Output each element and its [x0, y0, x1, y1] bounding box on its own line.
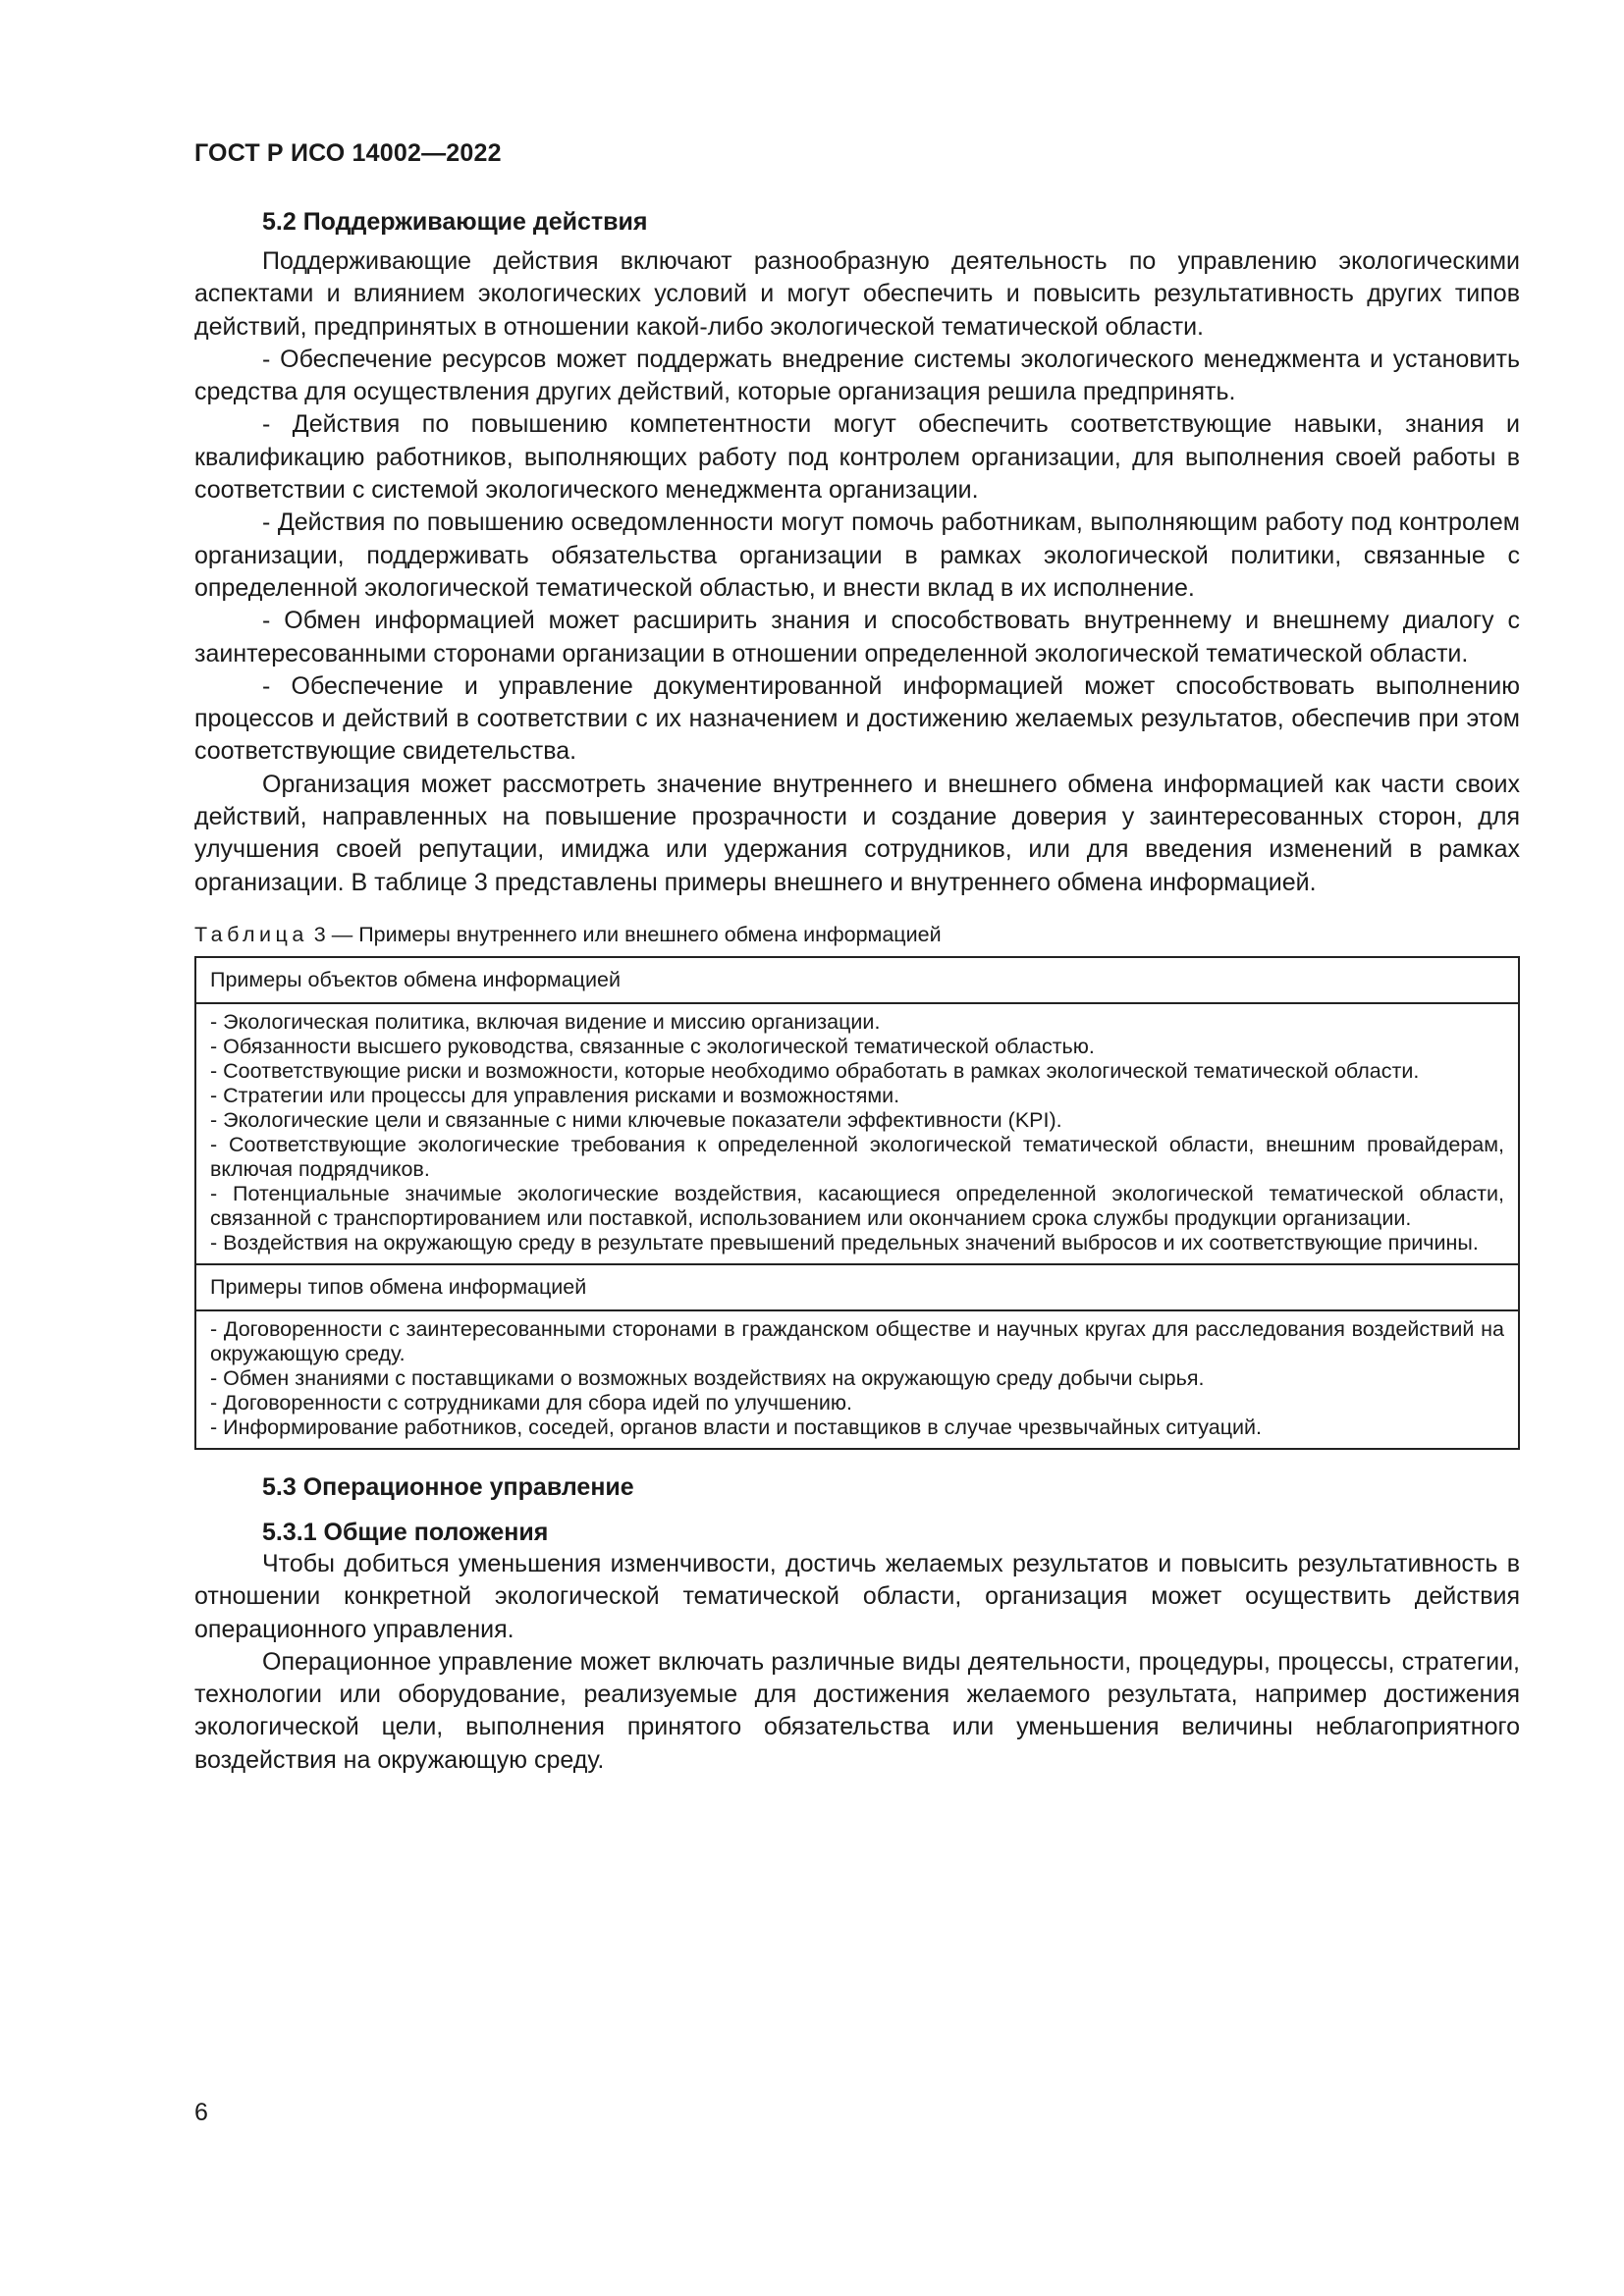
- paragraph: Организация может рассмотреть значение внутреннего и внешнего обмена информацией как части своих действий, направленных на повышение прозрачности и создание доверия у заинтересованных сторон, для улучшения своей репутации, имиджа или удержания сотрудников, или для введения изменений в рамках организации. В таблице 3 представлены примеры внешнего и внутреннего обмена информацией.: [194, 770, 1520, 896]
- table-row: [195, 957, 1519, 1003]
- paragraph: Операционное управление может включать различные виды деятельности, процедуры, процессы, стратегии, технологии или оборудование, реализуемые для достижения желаемого результата, например достижения экологической цели, выполнения принятого обязательства или уменьшения величины неблагоприятного воздействия на окружающую среду.: [194, 1647, 1520, 1774]
- table-group-header: Примеры типов обмена информацией: [195, 1264, 1519, 1310]
- table-caption: [194, 921, 1520, 948]
- list-item: - Соответствующие риски и возможности, которые необходимо обработать в рамках экологической тематической области.: [210, 1058, 1420, 1083]
- list-item: - Соответствующие экологические требования к определенной экологической тематической области, внешним провайдерам, включая подрядчиков.: [210, 1132, 1504, 1181]
- paragraph: Поддерживающие действия включают разнообразную деятельность по управлению экологическими аспектами и влиянием экологических условий и могут обеспечить и повысить результативность других типов действий, предпринятых в отношении какой-либо экологической тематической области.: [194, 247, 1520, 341]
- paragraph: - Действия по повышению компетентности могут обеспечить соответствующие навыки, знания и квалификацию работников, выполняющих работу под контролем организации, для выполнения своей работы в соответствии с системой экологического менеджмента организации.: [194, 410, 1520, 505]
- section-5-2-body: [194, 245, 1520, 899]
- paragraph: - Обеспечение и управление документированной информацией может способствовать выполнению процессов и действий в соответствии с их назначением и достижению желаемых результатов, обеспечив при этом соответствующие свидетельства.: [194, 671, 1520, 766]
- list-item: - Экологическая политика, включая видение и миссию организации.: [210, 1009, 881, 1034]
- section-heading-5-3: 5.3 Операционное управление: [262, 1472, 634, 1501]
- table-group-items: [195, 1003, 1519, 1264]
- paragraph: Чтобы добиться уменьшения изменчивости, достичь желаемых результатов и повысить результативность в отношении конкретной экологической тематической области, организация может осуществить действия операционного управления.: [194, 1549, 1520, 1643]
- list-item: - Обязанности высшего руководства, связанные с экологической тематической областью.: [210, 1034, 1095, 1058]
- section-heading-5-3-1: 5.3.1 Общие положения: [262, 1518, 549, 1546]
- section-5-3-1-body: [194, 1548, 1520, 1777]
- table-caption-label: Таблица: [194, 922, 308, 946]
- paragraph: - Обмен информацией может расширить знания и способствовать внутреннему и внешнему диалогу с заинтересованными сторонами организации в отношении определенной экологической тематической области.: [194, 607, 1520, 667]
- paragraph: - Действия по повышению осведомленности могут помочь работникам, выполняющим работу под контролем организации, поддерживать обязательства организации в рамках экологической политики, связанные с определенной экологической тематической областью, и внести вклад в их исполнение.: [194, 508, 1520, 602]
- spacer: [194, 1450, 1520, 1471]
- list-item: - Экологические цели и связанные с ними ключевые показатели эффективности (KPI).: [210, 1107, 1062, 1132]
- list-item: - Воздействия на окружающую среду в результате превышений предельных значений выбросов и их соответствующие причины.: [210, 1230, 1479, 1255]
- list-item: - Информирование работников, соседей, органов власти и поставщиков в случае чрезвычайных ситуаций.: [210, 1415, 1263, 1439]
- list-item: - Стратегии или процессы для управления рисками и возможностями.: [210, 1083, 900, 1107]
- table-row: [195, 1310, 1519, 1449]
- list-item: - Договоренности с сотрудниками для сбора идей по улучшению.: [210, 1390, 853, 1415]
- info-exchange-table: [194, 956, 1520, 1450]
- table-row: [195, 1003, 1519, 1264]
- list-item: - Потенциальные значимые экологические воздействия, касающиеся определенной экологической тематической области, связанной с транспортированием или поставкой, использованием или окончанием срока службы продукции организации.: [210, 1181, 1504, 1230]
- paragraph: - Обеспечение ресурсов может поддержать внедрение системы экологического менеджмента и установить средства для осуществления других действий, которые организация решила предпринять.: [194, 345, 1520, 406]
- table-group-header: Примеры объектов обмена информацией: [195, 957, 1519, 1003]
- section-heading-5-2: 5.2 Поддерживающие действия: [262, 208, 648, 236]
- list-item: - Обмен знаниями с поставщиками о возможных воздействиях на окружающую среду добычи сырья.: [210, 1365, 1205, 1390]
- page-number: 6: [194, 2099, 208, 2126]
- document-standard-id: ГОСТ Р ИСО 14002—2022: [194, 139, 502, 167]
- list-item: - Договоренности с заинтересованными сторонами в гражданском обществе и научных кругах для расследования воздействий на окружающую среду.: [210, 1316, 1504, 1365]
- document-page: [194, 137, 1520, 1777]
- table-group-items: [195, 1310, 1519, 1449]
- table-row: [195, 1264, 1519, 1310]
- table-caption-text: 3 — Примеры внутреннего или внешнего обмена информацией: [313, 922, 942, 946]
